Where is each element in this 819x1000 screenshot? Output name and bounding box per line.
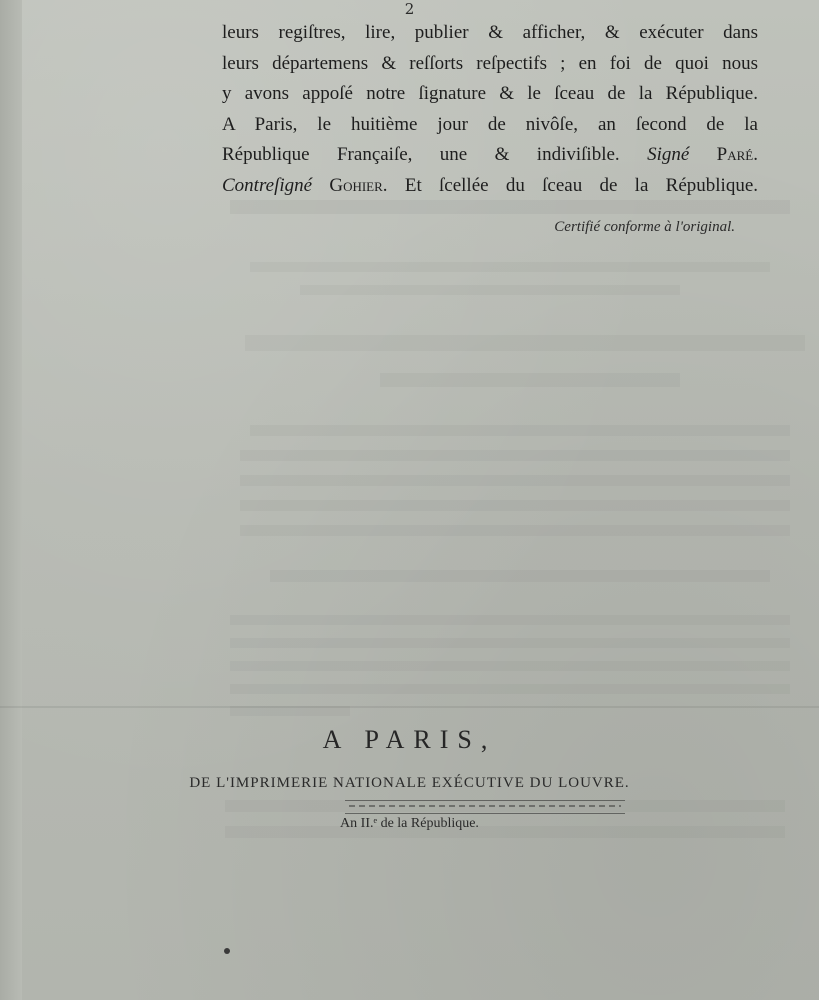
decree-text <box>222 18 758 201</box>
struck-out-rule <box>345 800 625 814</box>
paper-edge <box>0 0 22 1000</box>
certification-note: Certifié conforme à l'original. <box>554 219 735 235</box>
text-line-countersignature <box>222 171 758 202</box>
signed-label: Signé <box>647 144 690 165</box>
imprint-year: An II.ᵉ de la République. <box>340 816 479 831</box>
republic-phrase: République Françaiſe, une & indiviſible. <box>222 144 620 165</box>
imprint-city: A PARIS, <box>322 725 497 754</box>
text-line: leurs départemens & reſſorts reſpectifs ; en foi de quoi nous <box>222 52 758 74</box>
text-line: A Paris, le huitième jour de nivôſe, an ſecond de la <box>222 113 758 135</box>
text-line-signature <box>222 140 758 171</box>
ink-spot <box>224 948 230 954</box>
text-line: y avons appoſé notre ſignature & le ſceau de la République. <box>222 83 758 104</box>
text-line: leurs regiſtres, lire, publier & afficher, & exécuter dans <box>222 22 758 43</box>
signatory-name: Paré. <box>716 144 758 165</box>
countersignatory-name: Gohier. <box>329 174 388 196</box>
countersigned-label: Contreſigné <box>222 174 313 196</box>
page-number: 2 <box>404 0 415 18</box>
paper-fold <box>0 706 819 708</box>
imprint-press: DE L'IMPRIMERIE NATIONALE EXÉCUTIVE DU LOUVRE. <box>189 775 630 791</box>
seal-phrase: Et ſcellée du ſceau de la République. <box>404 174 759 196</box>
